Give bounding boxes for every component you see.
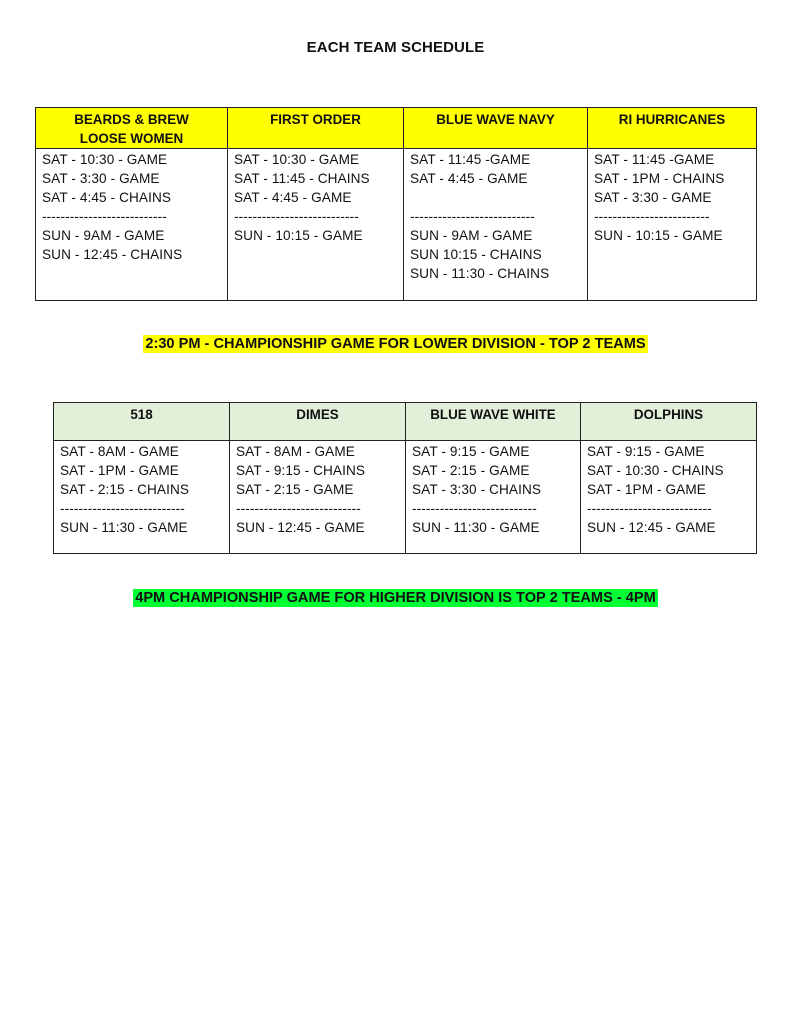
schedule-cell-dolphins xyxy=(581,441,757,554)
schedule-cell-beards-brew-loose-women xyxy=(36,149,228,301)
schedule-line: SAT - 4:45 - GAME xyxy=(410,171,528,186)
schedule-divider: --------------------------- xyxy=(410,209,535,224)
schedule-line: SUN - 11:30 - GAME xyxy=(412,520,540,535)
schedule-cell-518 xyxy=(54,441,230,554)
schedule-line: SUN - 10:15 - GAME xyxy=(594,228,723,243)
schedule-cell-blue-wave-navy xyxy=(404,149,588,301)
page-title: EACH TEAM SCHEDULE xyxy=(306,39,485,56)
schedule-list xyxy=(54,441,229,537)
schedule-line: SAT - 11:45 -GAME xyxy=(410,152,531,167)
table-row xyxy=(54,441,757,554)
schedule-divider: --------------------------- xyxy=(587,501,712,516)
schedule-line: SUN - 12:45 - GAME xyxy=(236,520,365,535)
schedule-line: SAT - 10:30 - GAME xyxy=(42,152,168,167)
lower-division-championship-banner xyxy=(0,336,791,352)
schedule-line: SUN - 9AM - GAME xyxy=(42,228,165,243)
schedule-line: SAT - 2:15 - GAME xyxy=(412,463,530,478)
team-header-blue-wave-navy xyxy=(404,108,588,149)
schedule-divider: --------------------------- xyxy=(236,501,361,516)
schedule-line: SUN - 9AM - GAME xyxy=(410,228,533,243)
schedule-line: SAT - 2:15 - GAME xyxy=(236,482,354,497)
schedule-line: SAT - 3:30 - GAME xyxy=(42,171,160,186)
schedule-line: SAT - 3:30 - CHAINS xyxy=(412,482,542,497)
team-header-dolphins xyxy=(581,403,757,441)
schedule-line: SAT - 1PM - GAME xyxy=(60,463,179,478)
schedule-divider: --------------------------- xyxy=(60,501,185,516)
team-name-line: DOLPHINS xyxy=(633,407,704,422)
schedule-line: SUN - 12:45 - CHAINS xyxy=(42,247,183,262)
schedule-line: SAT - 8AM - GAME xyxy=(60,444,179,459)
schedule-list xyxy=(406,441,580,537)
schedule-line: SAT - 8AM - GAME xyxy=(236,444,355,459)
lower-division-championship-text: 2:30 PM - CHAMPIONSHIP GAME FOR LOWER DIVISION - TOP 2 TEAMS xyxy=(145,336,646,352)
schedule-line: SAT - 4:45 - CHAINS xyxy=(42,190,172,205)
schedule-line: SAT - 4:45 - GAME xyxy=(234,190,352,205)
schedule-line: SUN - 11:30 - GAME xyxy=(60,520,188,535)
schedule-blank-line xyxy=(410,188,587,207)
table-header-row xyxy=(36,108,757,149)
schedule-list xyxy=(36,149,227,264)
schedule-line: SAT - 9:15 - GAME xyxy=(412,444,530,459)
schedule-line: SAT - 2:15 - CHAINS xyxy=(60,482,190,497)
schedule-divider: --------------------------- xyxy=(42,209,167,224)
schedule-line: SUN - 12:45 - GAME xyxy=(587,520,716,535)
schedule-list xyxy=(404,149,587,283)
team-name-line: RI HURRICANES xyxy=(618,112,726,127)
schedule-line: SAT - 11:45 - CHAINS xyxy=(234,171,370,186)
lower-division-schedule-table xyxy=(35,107,757,301)
table-header-row xyxy=(54,403,757,441)
schedule-line: SAT - 1PM - CHAINS xyxy=(594,171,725,186)
team-name-line: LOOSE WOMEN xyxy=(79,131,184,146)
schedule-list xyxy=(228,149,403,245)
schedule-cell-first-order xyxy=(228,149,404,301)
schedule-line: SAT - 10:30 - GAME xyxy=(234,152,360,167)
schedule-cell-blue-wave-white xyxy=(406,441,581,554)
team-header-dimes xyxy=(230,403,406,441)
schedule-line: SUN 10:15 - CHAINS xyxy=(410,247,542,262)
schedule-line: SUN - 11:30 - CHAINS xyxy=(410,266,550,281)
team-name-line: 518 xyxy=(130,407,153,422)
higher-division-championship-text: 4PM CHAMPIONSHIP GAME FOR HIGHER DIVISION IS TOP 2 TEAMS - 4PM xyxy=(135,590,656,606)
schedule-line: SAT - 11:45 -GAME xyxy=(594,152,715,167)
schedule-line: SAT - 9:15 - GAME xyxy=(587,444,705,459)
schedule-divider: --------------------------- xyxy=(412,501,537,516)
higher-division-championship-banner xyxy=(0,590,791,606)
team-name-line: BLUE WAVE WHITE xyxy=(430,407,556,422)
team-header-ri-hurricanes xyxy=(588,108,757,149)
team-header-518 xyxy=(54,403,230,441)
schedule-cell-dimes xyxy=(230,441,406,554)
schedule-line: SAT - 1PM - GAME xyxy=(587,482,706,497)
schedule-line: SAT - 3:30 - GAME xyxy=(594,190,712,205)
schedule-divider: ------------------------- xyxy=(594,209,710,224)
schedule-cell-ri-hurricanes xyxy=(588,149,757,301)
schedule-line: SAT - 10:30 - CHAINS xyxy=(587,463,724,478)
schedule-line: SUN - 10:15 - GAME xyxy=(234,228,363,243)
team-header-blue-wave-white xyxy=(406,403,581,441)
schedule-list xyxy=(581,441,756,537)
team-name-line: BLUE WAVE NAVY xyxy=(436,112,555,127)
schedule-list xyxy=(230,441,405,537)
team-name-line: BEARDS & BREW xyxy=(74,112,189,127)
team-header-beards-brew-loose-women xyxy=(36,108,228,149)
schedule-list xyxy=(588,149,756,245)
team-name-line: DIMES xyxy=(296,407,339,422)
higher-division-schedule-table xyxy=(53,402,757,554)
team-name-line: FIRST ORDER xyxy=(270,112,361,127)
table-row xyxy=(36,149,757,301)
team-header-first-order xyxy=(228,108,404,149)
schedule-line: SAT - 9:15 - CHAINS xyxy=(236,463,366,478)
schedule-divider: --------------------------- xyxy=(234,209,359,224)
